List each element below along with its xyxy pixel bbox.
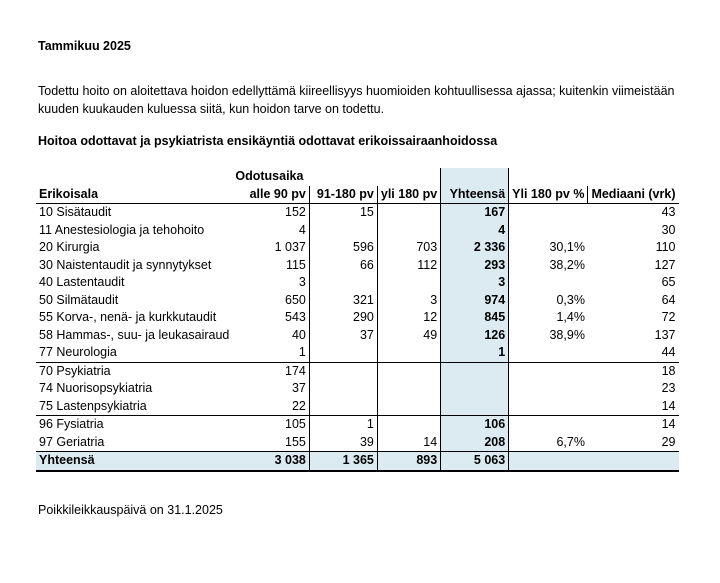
table-cell: 293: [441, 257, 509, 275]
table-cell: 6,7%: [509, 434, 588, 452]
table-cell: 137: [654, 327, 676, 342]
page-title: Tammikuu 2025: [38, 39, 131, 53]
table-cell: 596: [309, 239, 377, 257]
table-row: [36, 292, 679, 310]
table-row: [36, 327, 679, 345]
table-cell: 38,2%: [509, 257, 588, 275]
table-cell: [377, 274, 440, 292]
table-cell: [377, 362, 440, 380]
row-label: 58 Hammas-, suu- ja leukasairaud: [39, 327, 230, 342]
row-label: 97 Geriatria: [39, 434, 105, 449]
table-cell: [377, 416, 440, 434]
table-cell: 29: [661, 434, 676, 449]
column-header: Erikoisala: [36, 186, 232, 204]
table-cell: [441, 380, 509, 398]
table-cell: [309, 362, 377, 380]
table-cell: 66: [309, 257, 377, 275]
column-header: yli 180 pv: [377, 186, 440, 204]
row-label: 70 Psykiatria: [36, 362, 232, 380]
table-cell: [509, 274, 588, 292]
table-cell: 974: [441, 292, 509, 310]
group-header: Odotusaika: [235, 169, 304, 183]
row-label: 40 Lastentaudit: [39, 275, 125, 289]
table-cell: 208: [441, 434, 509, 452]
table-cell: 5 063: [441, 452, 509, 471]
row-label: 75 Lastenpsykiatria: [39, 398, 147, 413]
table-cell: 174: [232, 362, 309, 380]
table-cell: 37: [309, 327, 377, 345]
table-cell: 2 336: [441, 239, 509, 257]
table-cell: 12: [377, 309, 440, 327]
table-cell: [509, 344, 588, 362]
table-cell: [509, 204, 588, 222]
table-row: [36, 380, 679, 398]
table-cell: 14: [588, 416, 679, 434]
column-header: Yhteensä: [441, 186, 509, 204]
table-cell: [509, 416, 588, 434]
table-cell: 4: [298, 222, 306, 237]
table-cell: 15: [309, 204, 377, 222]
row-label: 10 Sisätaudit: [39, 205, 112, 219]
table-row: [36, 362, 679, 380]
table-row: [36, 398, 679, 416]
table-cell: 845: [441, 309, 509, 327]
row-label: 74 Nuorisopsykiatria: [39, 381, 153, 395]
column-header: Yli 180 pv %: [509, 186, 588, 204]
column-header: Mediaani (vrk): [588, 186, 679, 204]
table-cell: 49: [377, 327, 440, 345]
table-cell: [509, 222, 588, 240]
footer-note: Poikkileikkauspäivä on 31.1.2025: [38, 503, 223, 517]
table-cell: 321: [309, 292, 377, 310]
table-cell: 1: [309, 416, 377, 434]
table-cell: [377, 222, 440, 240]
row-label: 20 Kirurgia: [39, 240, 100, 254]
table-cell: 650: [285, 292, 306, 307]
table-cell: 39: [309, 434, 377, 452]
table-cell: 23: [661, 381, 676, 395]
table-row: [36, 204, 679, 222]
column-header: 91-180 pv: [309, 186, 377, 204]
table-cell: [509, 362, 588, 380]
table-cell: 1 365: [309, 452, 377, 471]
table-cell: [509, 452, 588, 471]
table-cell: 112: [377, 257, 440, 275]
table-cell: 3: [377, 292, 440, 310]
table-cell: 3 038: [232, 452, 309, 471]
table-cell: 290: [309, 309, 377, 327]
table-cell: 110: [655, 240, 676, 254]
table-cell: 893: [377, 452, 440, 471]
table-cell: 3: [441, 274, 509, 292]
table-cell: 105: [232, 416, 309, 434]
table-cell: 30: [661, 222, 676, 237]
table-cell: 167: [441, 204, 509, 222]
table-cell: 543: [285, 310, 306, 324]
table-cell: 4: [441, 222, 509, 240]
table-cell: 64: [661, 292, 676, 307]
table-row: [36, 257, 679, 275]
table-cell: 1,4%: [509, 309, 588, 327]
table-cell: 44: [661, 345, 676, 359]
table-cell: [309, 222, 377, 240]
table-cell: 22: [291, 398, 306, 413]
table-cell: [377, 344, 440, 362]
table-cell: [509, 380, 588, 398]
table-cell: 127: [654, 257, 676, 272]
intro-paragraph: Todettu hoito on aloitettava hoidon edellyttämä kiireellisyys huomioiden kohtuullisessa ajassa; kuitenkin viimeistään kuuden kuukauden kuluessa siitä, kun hoidon tarve on todettu.: [38, 84, 675, 116]
table-cell: 155: [285, 434, 306, 449]
row-label: 50 Silmätaudit: [39, 292, 119, 307]
table-cell: [309, 398, 377, 416]
table-cell: 40: [291, 327, 306, 342]
table-cell: 37: [291, 381, 306, 395]
table-cell: [309, 274, 377, 292]
table-cell: 126: [441, 327, 509, 345]
table-title: Hoitoa odottavat ja psykiatrista ensikäyntiä odottavat erikoissairaanhoidossa: [38, 134, 498, 148]
row-label: 55 Korva-, nenä- ja kurkkutaudit: [39, 310, 217, 324]
table-cell: [441, 398, 509, 416]
column-header: alle 90 pv: [232, 186, 309, 204]
table-cell: 115: [285, 257, 306, 272]
table-cell: 1: [441, 344, 509, 362]
table-cell: 1 037: [274, 240, 306, 254]
table-row: [36, 416, 679, 434]
row-label: 11 Anestesiologia ja tehohoito: [39, 222, 205, 237]
table-cell: 72: [661, 310, 676, 324]
table-cell: [588, 452, 679, 471]
table-cell: [377, 204, 440, 222]
total-row: [36, 452, 679, 471]
table-row: [36, 222, 679, 240]
table-cell: 14: [377, 434, 440, 452]
table-cell: 0,3%: [509, 292, 588, 310]
table-cell: 43: [661, 205, 676, 219]
table-cell: 38,9%: [509, 327, 588, 345]
table-cell: 3: [298, 275, 306, 289]
waiting-times-table: [36, 168, 679, 472]
row-label: Yhteensä: [36, 452, 232, 471]
table-cell: [377, 380, 440, 398]
row-label: 96 Fysiatria: [36, 416, 232, 434]
table-cell: [441, 362, 509, 380]
table-cell: 1: [298, 345, 306, 359]
table-row: [36, 434, 679, 452]
table-row: [36, 239, 679, 257]
table-cell: 152: [285, 205, 306, 219]
table-row: [36, 344, 679, 362]
table-cell: 18: [588, 362, 679, 380]
table-cell: [509, 398, 588, 416]
table-cell: [309, 344, 377, 362]
table-cell: 14: [661, 398, 676, 413]
table-cell: 106: [441, 416, 509, 434]
row-label: 77 Neurologia: [39, 345, 117, 359]
table-cell: 65: [661, 275, 676, 289]
table-cell: [309, 380, 377, 398]
table-row: [36, 274, 679, 292]
table-row: [36, 309, 679, 327]
table-cell: 703: [377, 239, 440, 257]
table-cell: [377, 398, 440, 416]
row-label: 30 Naistentaudit ja synnytykset: [39, 257, 212, 272]
table-cell: 30,1%: [509, 239, 588, 257]
